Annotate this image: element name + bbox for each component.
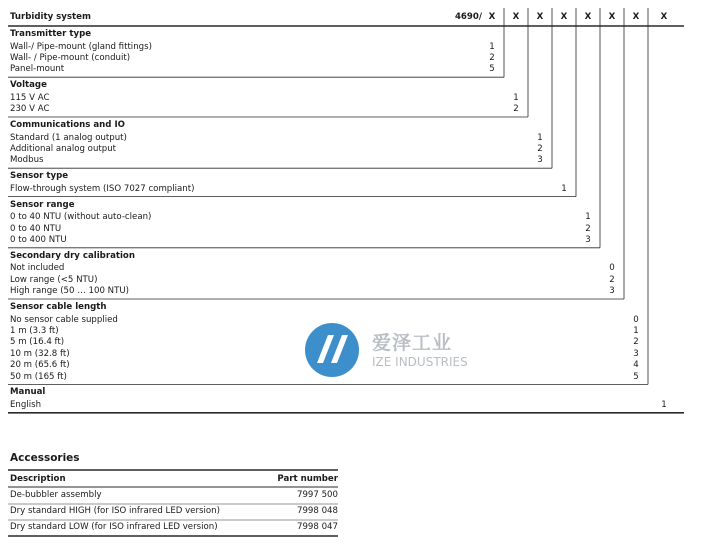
option-label: 5 m (16.4 ft) xyxy=(10,337,65,348)
option-label: Flow-through system (ISO 7027 compliant) xyxy=(10,183,195,194)
ize-logo-icon xyxy=(304,322,360,378)
option-code: 2 xyxy=(513,104,519,115)
option-code: 3 xyxy=(585,234,591,245)
accessory-part-number: 7997 500 xyxy=(296,490,338,500)
option-label: Modbus xyxy=(10,155,44,166)
option-code: 3 xyxy=(633,348,639,359)
model-number: 4690/ xyxy=(454,12,482,22)
option-code: 2 xyxy=(537,143,543,154)
option-code: 1 xyxy=(513,92,519,103)
table-title: Turbidity system xyxy=(10,12,91,22)
option-label: High range (50 … 100 NTU) xyxy=(10,286,130,297)
watermark-chinese-name: 爱泽工业 xyxy=(372,332,453,354)
section-heading: Sensor range xyxy=(10,199,75,210)
option-label: 230 V AC xyxy=(10,104,50,115)
option-code: 5 xyxy=(633,371,639,382)
option-label: 1 m (3.3 ft) xyxy=(10,325,59,336)
option-label: Low range (<5 NTU) xyxy=(10,274,98,285)
accessory-part-number: 7998 047 xyxy=(296,522,338,532)
option-code: 2 xyxy=(489,52,495,63)
option-label: 115 V AC xyxy=(10,92,50,103)
option-label: English xyxy=(10,399,42,410)
accessories-title: Accessories xyxy=(10,452,80,464)
section-heading: Communications and IO xyxy=(10,120,125,130)
option-code: 0 xyxy=(633,314,639,325)
watermark-english-name: IZE INDUSTRIES xyxy=(372,355,468,369)
option-code: 1 xyxy=(633,325,639,336)
option-code: 3 xyxy=(537,155,543,166)
accessory-part-number: 7998 048 xyxy=(296,506,338,516)
option-label: No sensor cable supplied xyxy=(10,314,118,325)
option-code: 1 xyxy=(585,212,591,223)
option-label: Standard (1 analog output) xyxy=(10,132,127,143)
option-code: 2 xyxy=(585,223,591,234)
code-placeholder: X xyxy=(488,12,496,22)
ize-watermark xyxy=(304,322,484,378)
option-code: 1 xyxy=(661,399,667,410)
code-placeholder: X xyxy=(608,12,616,22)
option-label: 0 to 400 NTU xyxy=(10,234,67,245)
accessories-header-part-number: Part number xyxy=(277,474,338,484)
section-heading: Transmitter type xyxy=(10,29,92,39)
code-placeholder: X xyxy=(632,12,640,22)
option-label: 50 m (165 ft) xyxy=(10,371,67,382)
option-code: 2 xyxy=(633,337,639,348)
section-heading: Sensor cable length xyxy=(10,302,107,312)
accessories-header-description: Description xyxy=(10,474,66,484)
option-label: Wall-/ Pipe-mount (gland fittings) xyxy=(10,41,152,52)
option-label: 10 m (32.8 ft) xyxy=(10,348,70,359)
option-code: 3 xyxy=(609,286,615,297)
option-label: Panel-mount xyxy=(10,64,65,75)
option-label: Wall- / Pipe-mount (conduit) xyxy=(10,52,131,63)
code-placeholder: X xyxy=(560,12,568,22)
section-heading: Sensor type xyxy=(10,171,69,182)
option-label: Not included xyxy=(10,263,65,274)
option-code: 5 xyxy=(489,64,495,75)
option-label: Additional analog output xyxy=(10,143,117,154)
section-heading: Manual xyxy=(10,387,46,398)
option-label: 20 m (65.6 ft) xyxy=(10,360,70,371)
option-label: 0 to 40 NTU (without auto-clean) xyxy=(10,212,152,223)
option-label: 0 to 40 NTU xyxy=(10,223,62,234)
section-heading: Voltage xyxy=(10,80,47,91)
section-heading: Secondary dry calibration xyxy=(10,250,135,261)
code-placeholder: X xyxy=(660,12,668,22)
option-code: 1 xyxy=(537,132,543,143)
accessory-description: De-bubbler assembly xyxy=(10,490,102,500)
option-code: 1 xyxy=(489,41,495,52)
code-placeholder: X xyxy=(584,12,592,22)
code-placeholder: X xyxy=(512,12,520,22)
option-code: 0 xyxy=(609,263,615,274)
option-code: 1 xyxy=(561,183,567,194)
option-code: 2 xyxy=(609,274,615,285)
accessory-description: Dry standard LOW (for ISO infrared LED version) xyxy=(10,522,218,532)
accessory-description: Dry standard HIGH (for ISO infrared LED version) xyxy=(10,506,220,516)
code-placeholder: X xyxy=(536,12,544,22)
option-code: 4 xyxy=(633,360,639,371)
